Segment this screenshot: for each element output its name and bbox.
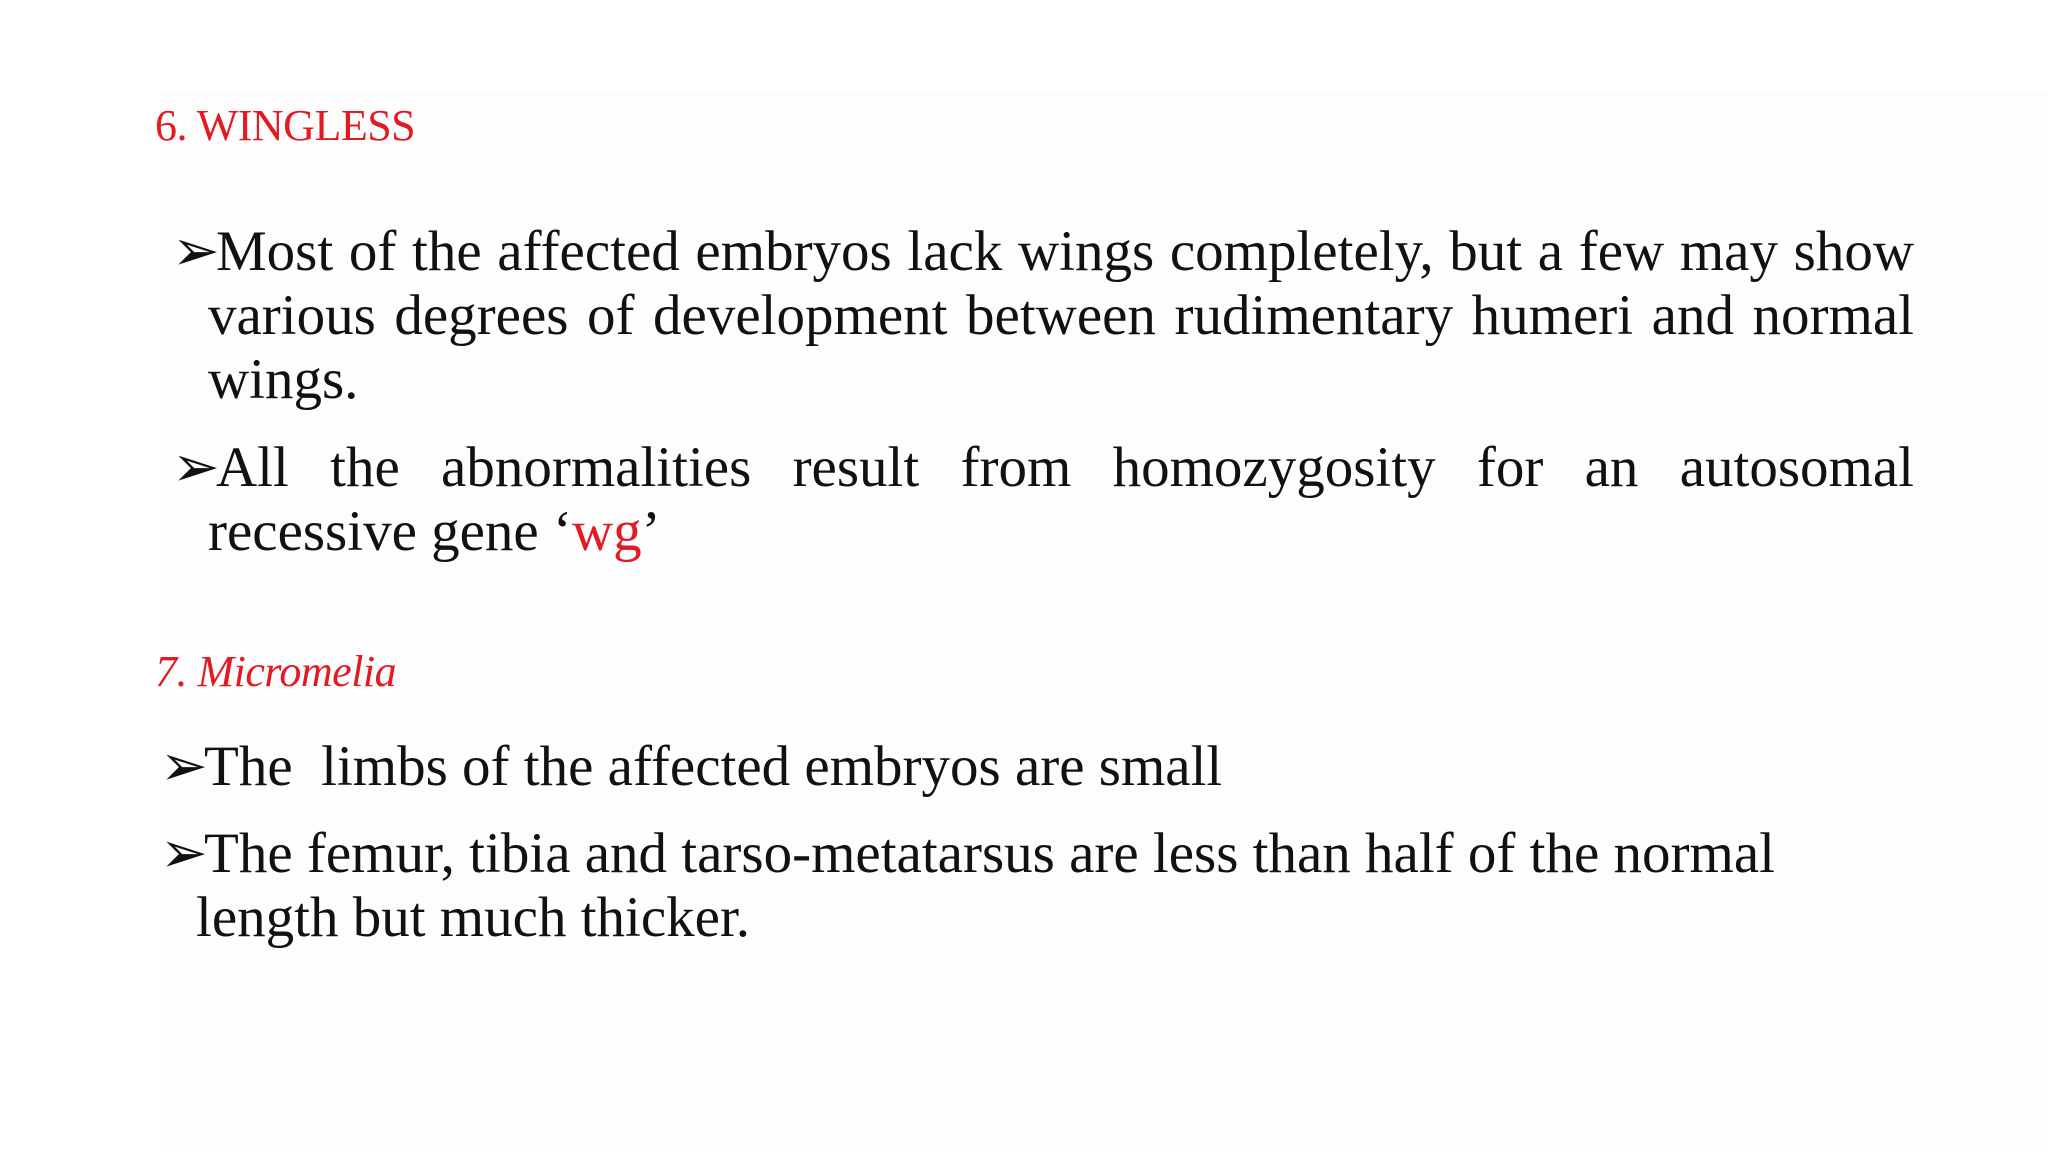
bullet-text-closing-quote: ’ (641, 500, 661, 563)
bullet-wingless-1 (172, 220, 1914, 412)
arrow-bullet-icon: ➢ (172, 436, 220, 499)
arrow-bullet-icon: ➢ (172, 220, 220, 283)
gene-symbol-highlight: wg (571, 500, 642, 563)
arrow-bullet-icon: ➢ (160, 822, 208, 885)
section-heading-wingless: 6. WINGLESS (155, 101, 416, 150)
bullet-text: The limbs of the affected embryos are small (204, 735, 1223, 798)
bullet-text: All the abnormalities result from homozygosity for an autosomal recessive gene ‘ (208, 436, 1914, 563)
bullet-text: The femur, tibia and tarso-metatarsus are less than half of the normal length but much thicker. (196, 822, 1775, 949)
bullet-micromelia-1 (160, 735, 1916, 799)
arrow-bullet-icon: ➢ (160, 735, 208, 798)
bullet-micromelia-2 (160, 822, 1916, 950)
section-heading-micromelia: 7. Micromelia (155, 647, 397, 696)
bullet-wingless-2 (172, 436, 1914, 564)
bullet-text: Most of the affected embryos lack wings completely, but a few may show various degrees of development between rudimentary humeri and normal wings. (208, 220, 1914, 411)
